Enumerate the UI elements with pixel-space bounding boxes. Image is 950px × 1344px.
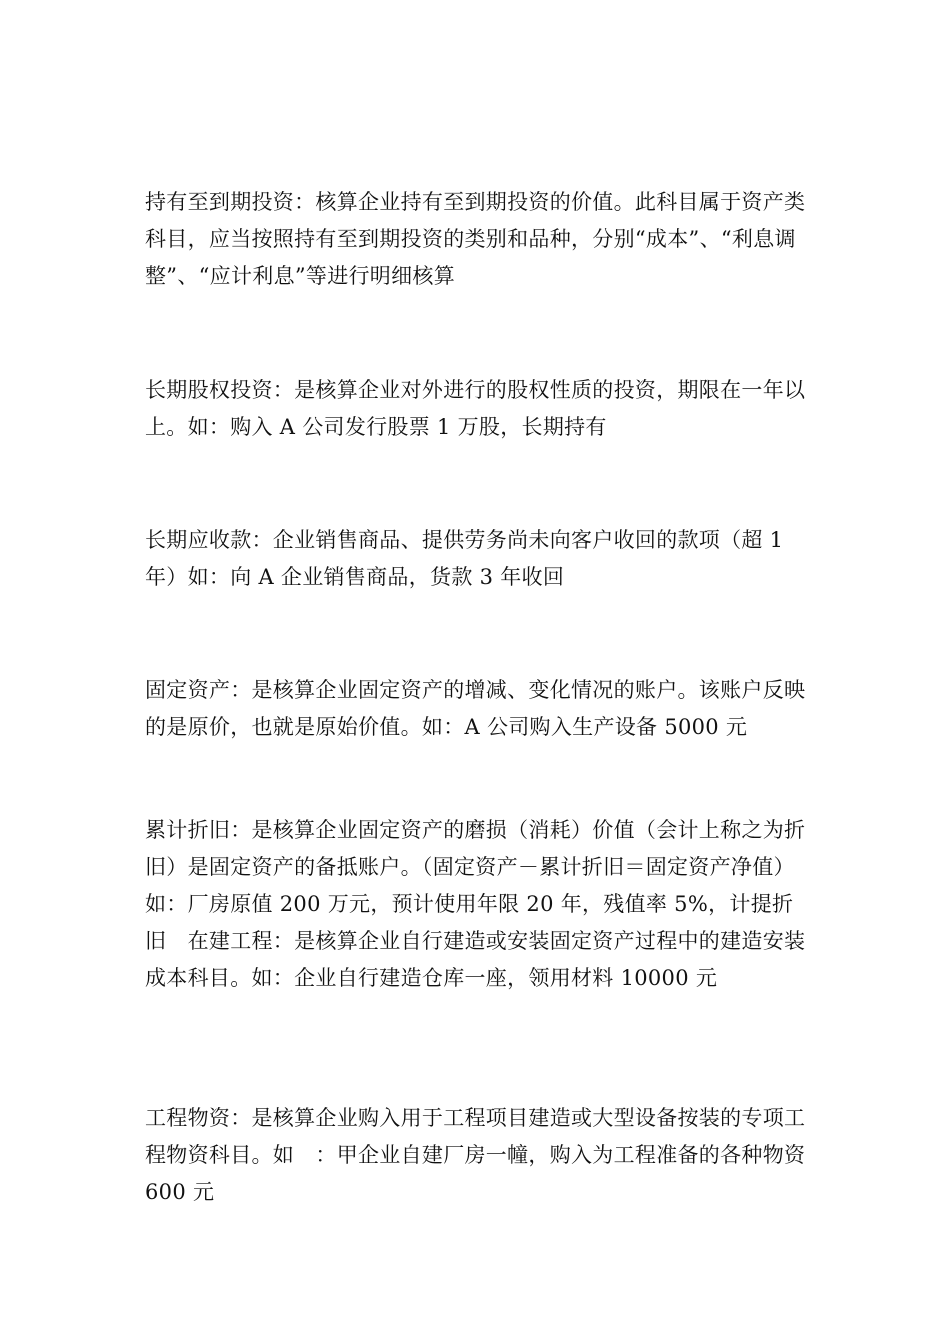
paragraph-long-term-receivables: 长期应收款：企业销售商品、提供劳务尚未向客户收回的款项（超 1 年）如：向 A 企业销售商品，货款 3 年收回 (145, 528, 784, 589)
paragraph-held-to-maturity-investment: 持有至到期投资：核算企业持有至到期投资的价值。此科目属于资产类科目，应当按照持有至到期投资的类别和品种，分别“成本”、“利息调整”、“应计利息”等进行明细核算 (145, 190, 806, 288)
paragraph-accumulated-depreciation: 累计折旧：是核算企业固定资产的磨损（消耗）价值（会计上称之为折旧）是固定资产的备抵账户。（固定资产－累计折旧＝固定资产净值）如：厂房原值 200 万元，预计使用年限 20 年，残值率 5%，计提折旧 在建工程：是核算企业自行建造或安装固定资产过程中的建造安装成本科目。如：企业自行建造仓库一座，领用材料 10000 元 (145, 818, 806, 990)
paragraph-construction-materials: 工程物资：是核算企业购入用于工程项目建造或大型设备按装的专项工程物资科目。如 ：甲企业自建厂房一幢，购入为工程准备的各种物资 600 元 (145, 1106, 806, 1204)
paragraph-fixed-assets: 固定资产：是核算企业固定资产的增减、变化情况的账户。该账户反映的是原价，也就是原始价值。如：A 公司购入生产设备 5000 元 (145, 678, 806, 739)
paragraph-long-term-equity-investment: 长期股权投资：是核算企业对外进行的股权性质的投资，期限在一年以上。如：购入 A 公司发行股票 1 万股，长期持有 (145, 378, 806, 439)
